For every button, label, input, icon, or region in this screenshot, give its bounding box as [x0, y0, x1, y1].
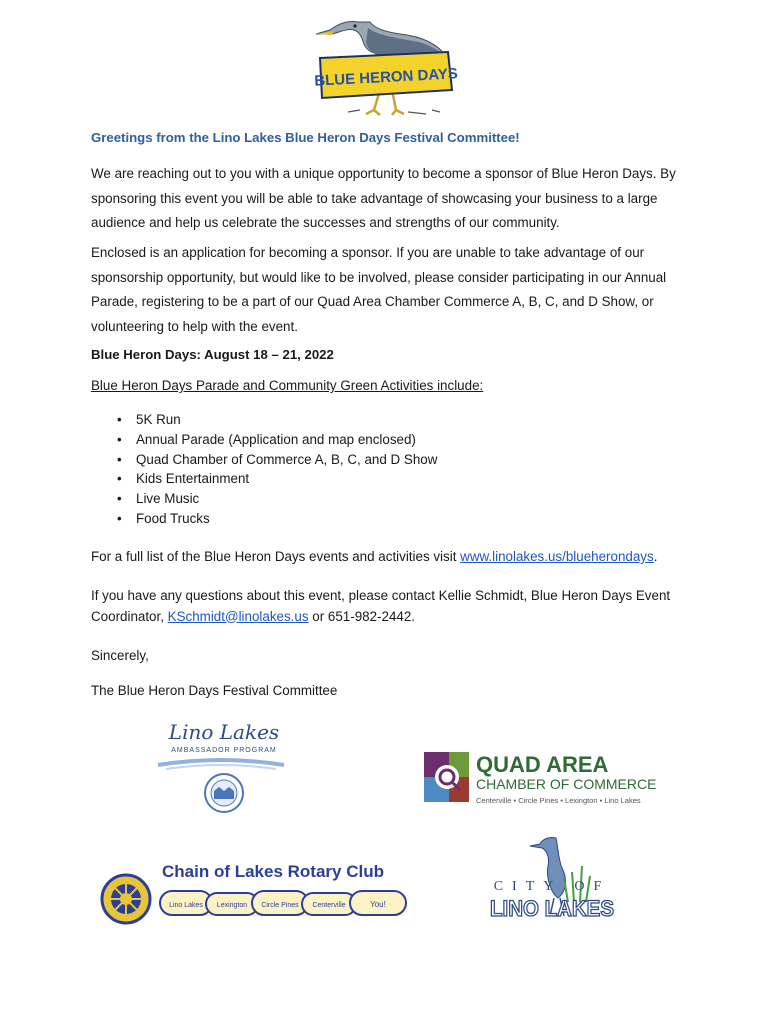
activities-list	[117, 410, 437, 529]
closing: Sincerely,	[91, 648, 149, 663]
blue-heron-days-logo	[308, 14, 458, 118]
rotary-title: Chain of Lakes Rotary Club	[162, 862, 384, 881]
quad-cities: Centerville • Circle Pines • Lexington • Lino Lakes	[476, 796, 641, 805]
signoff: The Blue Heron Days Festival Committee	[91, 683, 338, 698]
contact-prefix: If you have any questions about this event, please contact Kellie Schmidt, Blue Heron Days Event Coordinator,	[91, 588, 671, 624]
activities-heading-text: Blue Heron Days Parade and Community Green Activities include	[91, 378, 480, 393]
list-item: • Annual Parade (Application and map enclosed)	[117, 430, 437, 450]
contact-paragraph	[91, 586, 691, 627]
full-list-prefix: For a full list of the Blue Heron Days events and activities visit	[91, 549, 461, 564]
list-item: • Kids Entertainment	[117, 469, 437, 489]
quad-area-chamber-logo	[424, 748, 674, 808]
city-name: LINO LAKES	[490, 896, 614, 921]
header-logo-text: BLUE HERON DAYS	[313, 65, 458, 90]
activities-heading-colon: :	[479, 378, 484, 393]
rotary-link-2: Lexington	[216, 902, 248, 909]
full-list-suffix: .	[653, 549, 658, 564]
ambassador-subtitle: AMBASSADOR PROGRAM	[171, 747, 277, 754]
sponsorship-paragraph: Enclosed is an application for becoming a sponsor. If you are unable to take advantage of our sponsorship opportunity, but would like to be involved, please consider participating in our Annual Parade, registering to be a part of our Quad Area Chamber Commerce A, B, C, and D Show, or volunteering to help with the event.	[91, 245, 667, 334]
city-top: CITY OF	[493, 879, 611, 894]
full-list-paragraph	[91, 545, 691, 570]
rotary-link-5: You!	[370, 900, 386, 909]
rotary-link-3: Circle Pines	[261, 902, 299, 909]
rotary-link-4: Centerville	[312, 902, 346, 909]
activities-heading	[91, 374, 691, 399]
ambassador-title: Lino Lakes	[168, 720, 280, 744]
lino-lakes-ambassador-logo	[156, 717, 286, 815]
blueherondays-link[interactable]: www.linolakes.us/blueherondays	[460, 549, 654, 564]
quad-subtitle: CHAMBER OF COMMERCE	[476, 776, 657, 792]
rotary-link-1: Lino Lakes	[169, 902, 203, 909]
contact-suffix: or 651-982-2442.	[308, 608, 416, 624]
intro-paragraph: We are reaching out to you with a unique opportunity to become a sponsor of Blue Heron Days. By sponsoring this event you will be able to take advantage of showcasing your business to a large audience and help us celebrate the successes and strengths of our community.	[91, 166, 676, 230]
greeting-heading: Greetings from the Lino Lakes Blue Heron Days Festival Committee!	[91, 130, 520, 145]
list-item: • Live Music	[117, 489, 437, 509]
event-dates: Blue Heron Days: August 18 – 21, 2022	[91, 347, 334, 362]
list-item: • Food Trucks	[117, 509, 437, 529]
contact-email-link[interactable]: KSchmidt@linolakes.us	[167, 608, 309, 624]
list-item: • 5K Run	[117, 410, 437, 430]
list-item: • Quad Chamber of Commerce A, B, C, and D Show	[117, 450, 437, 470]
quad-title: QUAD AREA	[476, 752, 609, 777]
chain-of-lakes-rotary-logo	[96, 855, 414, 925]
city-of-lino-lakes-logo	[486, 832, 616, 928]
